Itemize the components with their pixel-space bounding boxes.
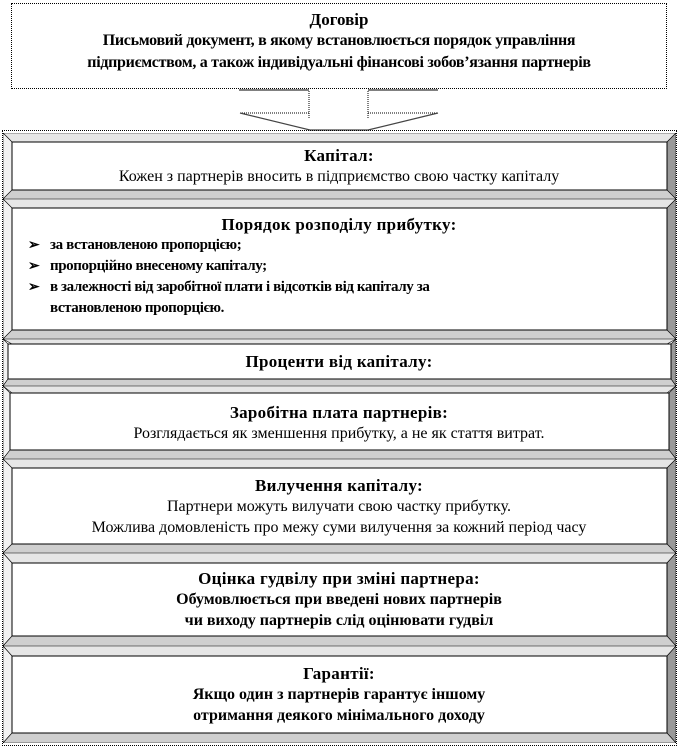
section-text: чи виходу партнерів слід оцінювати гудвіл (184, 612, 494, 629)
section-interest-on-capital (3, 339, 676, 386)
arrowhead-bullet-icon: ➢ (28, 280, 40, 295)
section-partners-salary (3, 386, 676, 459)
section-guarantees (3, 646, 676, 743)
section-text: Кожен з партнерів вносить в підприємство свою частку капіталу (118, 168, 560, 185)
list-item-continuation: встановленою пропорцією. (50, 300, 224, 316)
section-text: Обумовлюється при введені нових партнерів (176, 591, 502, 608)
section-capital (3, 133, 676, 199)
section-profit-distribution (3, 199, 676, 339)
contract-desc-line-2: підприємством, а також індивідуальні фінансові зобов’язання партнерів (87, 54, 591, 71)
section-title: Проценти від капіталу: (245, 352, 433, 371)
arrowhead-bullet-icon: ➢ (28, 238, 40, 253)
section-title: Порядок розподілу прибутку: (221, 215, 457, 234)
contract-title: Договір (309, 10, 369, 29)
list-item: ➢ за встановленою пропорцією; (26, 235, 666, 256)
contract-box (11, 3, 667, 89)
section-title: Вилучення капіталу: (254, 475, 424, 495)
section-title: Капітал: (304, 146, 374, 165)
arrowhead-bullet-icon: ➢ (28, 259, 40, 274)
section-title: Гарантії: (303, 664, 375, 683)
profit-distribution-list (12, 235, 666, 319)
section-text: Розглядається як зменшення прибутку, а не як стаття витрат. (133, 424, 545, 442)
section-text: Можлива домовленість про межу суми вилучення за кожний період часу (91, 518, 587, 536)
section-title: Заробітна плата партнерів: (229, 402, 449, 422)
section-capital-withdrawal (3, 459, 676, 553)
section-goodwill (3, 553, 676, 646)
list-item: ➢ в залежності від заробітної плати і відсотків від капіталу за (26, 277, 666, 298)
section-title: Оцінка гудвілу при зміні партнера: (198, 569, 480, 588)
section-text: Партнери можуть вилучати свою частку прибутку. (166, 497, 511, 515)
section-text: Якщо один з партнерів гарантує іншому (192, 686, 486, 703)
list-item: ➢ пропорційно внесеному капіталу; (26, 256, 666, 277)
section-text: отримання деякого мінімального доходу (193, 707, 485, 724)
contract-desc-line-1: Письмовий документ, в якому встановлюється порядок управління (102, 32, 576, 49)
